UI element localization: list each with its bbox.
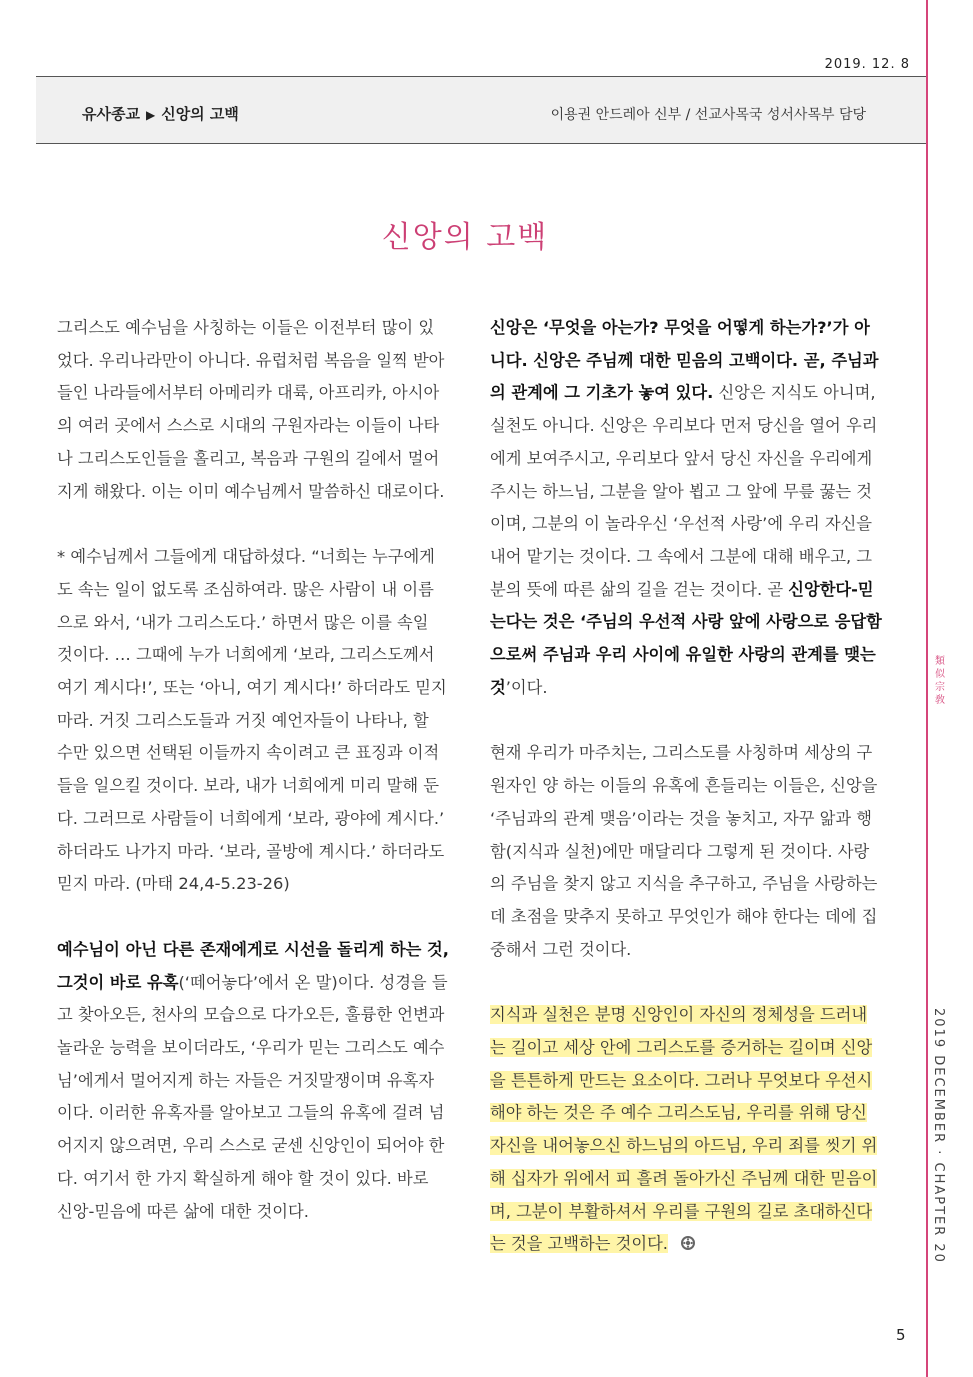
left-column	[57, 312, 449, 1228]
right-margin-rule	[926, 0, 928, 1377]
breadcrumb-section: 유사종교	[82, 105, 140, 123]
author-byline: 이용권 안드레아 신부 / 선교사목국 성서사목부 담당	[550, 107, 866, 123]
paragraph-conclusion	[490, 999, 882, 1261]
issue-date: 2019. 12. 8	[824, 57, 910, 72]
side-section-label: 類 似 宗 敎	[935, 656, 945, 706]
highlighted-conclusion: 지식과 실천은 분명 신앙인이 자신의 정체성을 드러내는 길이고 세상 안에 그리스도를 증거하는 길이며 신앙을 튼튼하게 만드는 요소이다. 그러나 무엇보다 우선시 해야 하는 것은 주 예수 그리스도님, 우리를 위해 당신 자신을 내어놓으신 하느님의 아드님, 우리 죄를 씻기 위해 십자가 위에서 피 흘려 돌아가신 주님께 대한 믿음이며, 그분이 부활하셔서 우리를 구원의 길로 초대하신다는 것을 고백하는 것이다.	[490, 1005, 878, 1254]
article-header	[36, 76, 926, 144]
right-column	[490, 312, 882, 1261]
page-number: 5	[896, 1326, 906, 1344]
paragraph-current-situation: 현재 우리가 마주치는, 그리스도를 사칭하며 세상의 구원자인 양 하는 이들의 유혹에 흔들리는 이들은, 신앙을 ‘주님과의 관계 맺음’이라는 것을 놓치고, 자꾸 앎과 행함(지식과 실천)에만 매달리다 그렇게 된 것이다. 사랑의 주님을 찾지 않고 지식을 추구하고, 주님을 사랑하는 데 초점을 맞추지 못하고 무엇인가 해야 한다는 데에 집중해서 그런 것이다.	[490, 743, 878, 959]
side-issue-text: 2019 DECEMBER · CHAPTER 20	[931, 1008, 946, 1264]
breadcrumb	[82, 103, 239, 124]
paragraph-intro: 그리스도 예수님을 사칭하는 이들은 이전부터 많이 있었다. 우리나라만이 아니다. 유럽처럼 복음을 일찍 받아들인 나라들에서부터 아메리카 대륙, 아프리카, 아시아의 여러 곳에서 스스로 시대의 구원자라는 이들이 나타나 그리스도인들을 홀리고, 복음과 구원의 길에서 멀어지게 해왔다. 이는 이미 예수님께서 말씀하신 대로이다.	[57, 318, 445, 501]
faith-text: 신앙은 지식도 아니며, 실천도 아니다. 신앙은 우리보다 먼저 당신을 열어 우리에게 보여주시고, 우리보다 앞서 당신 자신을 우리에게 주시는 하느님, 그분을 알아 뵙고 그 앞에 무릎 꿇는 것이며, 그분의 이 놀라우신 ‘우선적 사랑’에 우리 자신을 내어 맡기는 것이다. 그 속에서 그분에 대해 배우고, 그분의 뜻에 따른 삶의 길을 걷는 것이다. 곧	[490, 383, 878, 599]
breadcrumb-topic: 신앙의 고백	[161, 105, 239, 123]
article-title: 신앙의 고백	[381, 220, 549, 255]
paragraph-scripture-quote: * 예수님께서 그들에게 대답하셨다. “너희는 누구에게도 속는 일이 없도록 조심하여라. 많은 사람이 내 이름으로 와서, ‘내가 그리스도다.’ 하면서 많은 이를 속일 것이다. … 그때에 누가 너희에게 ‘보라, 그리스도께서 여기 계시다!’, 또는 ‘아니, 여기 계시다!’ 하더라도 믿지 마라. 거짓 그리스도들과 거짓 예언자들이 나타나, 할 수만 있으면 선택된 이들까지 속이려고 큰 표징과 이적들을 일으킬 것이다. 보라, 내가 너희에게 미리 말해 둔다. 그러므로 사람들이 너희에게 ‘보라, 광야에 계시다.’ 하더라도 나가지 마라. ‘보라, 골방에 계시다.’ 하더라도 믿지 마라. (마태 24,4-5.23-26)	[57, 547, 447, 894]
faith-emphasis-2: 신앙한다-믿는다는 것은 ‘주님의 우선적 사랑 앞에 사랑으로 응답함으로써 주님과 우리 사이에 유일한 사랑의 관계를 맺는 것	[490, 579, 882, 697]
paragraph-temptation	[57, 934, 449, 1228]
paragraph-faith-definition	[490, 312, 882, 704]
temptation-text: (‘떼어놓다’에서 온 말)이다. 성경을 들고 찾아오든, 천사의 모습으로 다가오든, 훌륭한 언변과 놀라운 능력을 보이더라도, ‘우리가 믿는 그리스도 예수님’에게서 멀어지게 하는 자들은 거짓말쟁이며 유혹자이다. 이러한 유혹자를 알아보고 그들의 유혹에 걸려 넘어지지 않으려면, 우리 스스로 굳센 신앙인이 되어야 한다. 여기서 한 가지 확실하게 해야 할 것이 있다. 바로 신앙-믿음에 따른 삶에 대한 것이다.	[57, 972, 448, 1221]
temptation-emphasis: 예수님이 아닌 다른 존재에게로 시선을 돌리게 하는 것, 그것이 바로 유혹	[57, 939, 449, 992]
faith-text-end: ’이다.	[505, 677, 548, 697]
article-end-icon	[680, 1235, 696, 1251]
breadcrumb-arrow-icon: ▶	[145, 108, 156, 122]
faith-emphasis-1: 신앙은 ‘무엇을 아는가? 무엇을 어떻게 하는가?’가 아니다. 신앙은 주님께 대한 믿음의 고백이다. 곧, 주님과의 관계에 그 기초가 놓여 있다.	[490, 318, 879, 403]
side-issue-label	[931, 1008, 948, 1264]
